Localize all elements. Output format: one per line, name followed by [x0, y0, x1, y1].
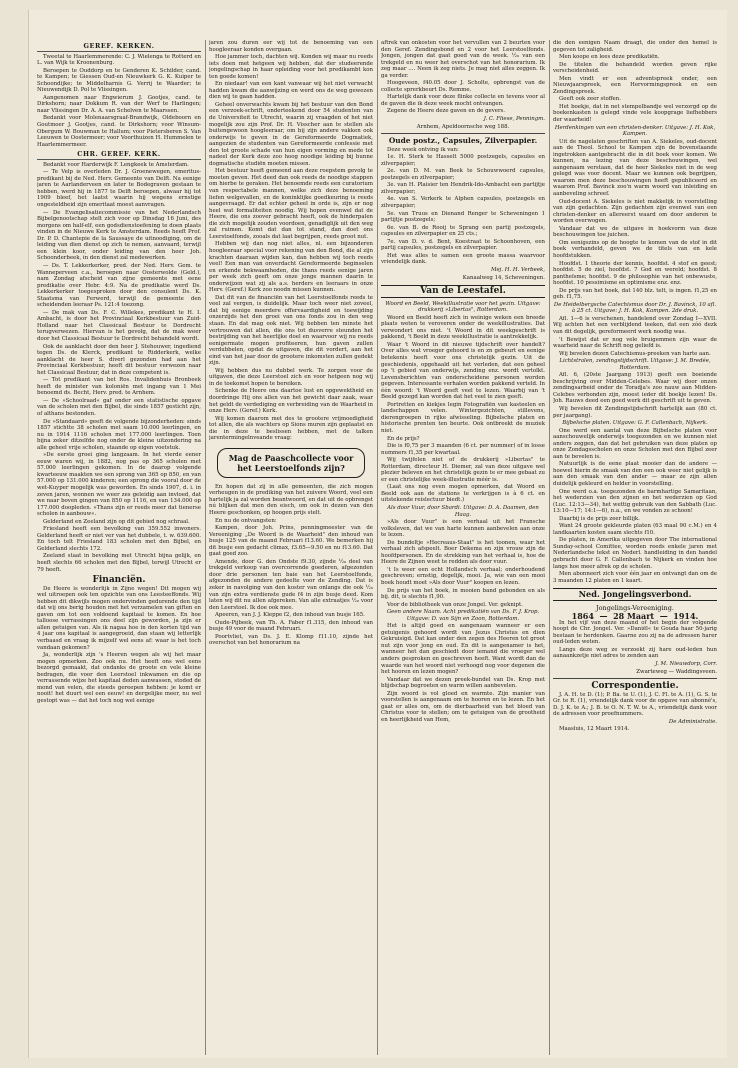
address: Arnhem, Apeldoornsche weg 188. [416, 123, 510, 130]
paragraph: Natuurlijk is de eene plaat mooier dan de andere — hoewel hierin de smaak van den een ook weer niet gelijk is aan den smaak van den ander — maar ze zijn allen duidelijk gekleurd en helder in voorstelling. [553, 461, 717, 487]
newspaper-page [28, 10, 727, 1058]
paragraph: De bundeltje »Hecreaus-Staat" is het toonen, waar het verhaal zich afspeelt. Boer Dekema en zijn vrouw zijn de hoofdpersonen. En de strekking van het verhaal is, hoe de Heere de Zijnen weet te redden als door vuur. [381, 539, 545, 566]
paragraph: Hoe jammer toch, dachten wij. Konden wij maar nu reeds iets doen met hetgeen wij hebben, dat der studeerende jongelingschap in haar opleiding voor het predikambt kon ten goede komen! [209, 54, 373, 80]
paragraph: 7e. van D. v. d. Bent, Koestraat te Schoonhoven, een partij capsules, postzegels en zilverpapier. [381, 238, 545, 252]
section-heading-chr-geref-kerk: CHR. GEREF. KERK. [37, 151, 201, 160]
easter-collection-callout: Mag de Paaschcollecte voor het Leerstoelfonds zijn? [217, 448, 365, 478]
anniversary-subtitle: Jongelings-Vereeniging. [596, 603, 674, 612]
paragraph: Men koope en lees deze predikatiën. [559, 54, 660, 61]
paragraph: Men vindt er een adventspreek onder, een Nieuwjaarspreek, een Hervormingspreek en een Zendingspreek. [553, 75, 717, 95]
book-title: Lichtstralen, zendingstijdschrift. Uitgave: J. M. Bredée, Rotterdam. [559, 358, 711, 371]
paragraph: Hartelijk dank voor deze flinke collecte en tevens voor al de gaven die ik deze week mocht ontvangen. [381, 94, 545, 107]
book-title: De Heidelbergsche Catechismus door Dr. J. Bavinck, 10 afl. à 25 ct. Uitgave: J. H. Kok, Kampen. 2de druk. [553, 301, 717, 315]
paragraph: Zijn woord is vol gloed en warmte. Zijn manier van voorstellen is aangenaam om te hooren en te lezen. En het gaat er alles om, om de dierbaarheid van het bloed van Christus voor te stellen; om te getuigen van de grootheid en heerlijkheid van Hem, [381, 690, 545, 723]
signature: Mej. H. H. Verbeek, [490, 266, 545, 273]
paragraph: — Ds. T. Lekkerkerker, pred. der Ned. Herv. Gem. te Wanneperveen c.a., beroepen naar Oosterwolde (Geld.), nam Zondag afscheid van zijne gemeente met eene predikatie over Hebr. 4:9. Na de predikatie werd Ds. Lekkerkerker toegesproken door den consulent Ds. K. Staatsma van Ferwerd, terwijl de gemeente den scheidenden leeraar Ps. 121:4 toezong. [37, 262, 201, 309]
paragraph: Hoogeveen, f40.05 door J. Scholte, opbrengst van de collecte sprerkbeurt Ds. Remme. [381, 80, 545, 93]
paragraph: Geeft ook zeer stoffen. [559, 96, 621, 103]
paragraph: Zegene de Heere deze gaven en de gevers. [387, 108, 506, 115]
paragraph: Het was alles te samen een groote massa waarvoor vriendelijk dank. [381, 252, 545, 266]
anniversary-day: 28 Maart [613, 610, 655, 621]
paragraph: Gelderland en Zeeland zijn op dit gebied nog schraal. [43, 518, 190, 525]
paragraph: 2e. van D. M. van Beek te Schouwwoerd capsules, postzegels en zilverpapier; [381, 168, 545, 181]
paragraph: jaren zou duren eer wij tot de benoeming van een hoogleeraar konden overgaan. [209, 40, 373, 53]
paragraph: Poortvliet, van Ds. J. E. Klomp f11.10, zijnde het overschot van het honorarium na [209, 633, 373, 647]
column-2 [209, 40, 373, 648]
paragraph: Vandaar dat we dezen preek-bundel van Ds. Krop met blijdschap begroeten en warm willen aanbevelen. [381, 676, 545, 690]
paragraph: Afl. 1—6 is verschenen, handelend over Zondag I—XVII. Wij achten het een verblijdend teeken, dat een zóó dezk van dit degelijk, gereformeerd werk noodig was. [553, 315, 717, 335]
paragraph: De prijs van het boek, dat 140 blz. telt, is ingen. f1,25 en geb. f1,75. [553, 287, 717, 301]
paragraph: — Tot predikant van het Ros. Invalidenhuis Bronbeek heeft de minister van koloniën met ingang van 1 Mei benoemd ds. Becht, Herv. pred. te Arnhem. [37, 377, 201, 397]
paragraph: Bedankt voor Harderwijk F. Lengkeek te Amsterdam. [43, 161, 189, 168]
section-heading-jongelingsverbond: Ned. Jongelingsverbond. [553, 588, 717, 601]
column-rule [377, 40, 378, 1055]
book-title: Als door Vuur, door Sbardi. Uitgave: D. A. Daamen, den Haag. [387, 505, 539, 518]
paragraph: Kampen, door Joh. Prins, penningmeester van de Vereeniging „De Woord is de Waarheid" den inhoud van busje 125 van de maand Februari f13.60. We bemerken hij dit busje een gedacht climax, f3.65—9.50 en nu f13.60. Dat gaat goed zoo. [209, 525, 373, 558]
section-heading-correspondentie: Correspondentie. [591, 681, 679, 692]
paragraph: Amende, door G. den Ondste f9.30, zijnde ½₀ deel van trekgeld verkoop van overcorrende goederen, afgezonden door drie personen ten baie van het Leerstoelfonds, afgezonden de andere gedeelte voor de Zending. Dat is zeker in navolging van den koster van onlangs die ook ½₀ van zijn extra verdienste gude f4 in zijn busje deed. Kom laten wij dit nu allen afgereken. Van alle extraatjes ½₀ voor den Leerstoel. Ik doe ook mee. [209, 558, 373, 611]
book-title: Herdenkingen van een christen-denker. Uitgave: J. H. Kok, Kampen. [554, 124, 716, 138]
signature: De Administratie. [668, 718, 717, 725]
paragraph: En niedaar! van een kant vanwaar wij het niet verwacht hadden kwam die aanwijzing en werd ons de weg gewezen dien wij te gaan hadden. [209, 81, 373, 101]
paragraph: Waar 't Woord in dit nieuwe tijdschrift over handelt? Over alles wat vroeger gehoord is en zn gebeurt en eenige betekenis heeft voor ons christelijk gezin. Uit de geschiedenis, opgehaald uit het verleden, dat een geheel op 't gebied van onderwijs, zending enz. wordt vertolkt. Levensberichten van onderscheidene personen worden gegeven. Interessante verhalen worden pakkend verteld. In één woord: 't Woord geeft veel te lezen. Waarbij van 't Beeld gezegd kan worden dat het veel te zien geeft. [381, 341, 545, 401]
paragraph: — De mak van Ds. F. C. Willekes, predikant te H. I. Ambacht, is door het Provinciaal Kerkbestuur van Zuid-Holland naar het Classicaal Bestuur te Dordrecht terugverwezen. Hiervan is het gevolg, dat de mak weer door het Classicaal Bestuur te Dordrecht behandeld wordt. [37, 309, 201, 342]
paragraph: Portretten en kiekjes legin Fotografiën van kasteelen en landschappen velen. Wintergezichten, stillevens, dierengroepen in rijke afwisseling. Bijbelsche platen en historische prenten ten beurte. Ook ontbreekt de muziek niet. [381, 401, 545, 434]
paragraph: 1e. H. Sterk te Hasselt 5000 postzegels, capsules en zilverpapier; [381, 154, 545, 167]
paragraph: In het vijf van deze maand of het begin der volgende hoopt de Chr. Jongel. Ver. »Daniël« te Gouda haar 50-jarig bestaan te herdenken. Gaarne zou zij na de adressen harer oud-leden weten. [553, 619, 717, 646]
signature: J. M. Nieuwdorp, Corr. [655, 661, 717, 668]
paragraph: Beroepen te Ouddorp en te Genderen K. Schilder, cand. te Kampen; te Giessen Oud-en Nieuwkerk G. K. Kuiper te Schoondijke; te Middelharnis G. Verrij te Waarder; te Nieuwendijk D. Pol te Vlissingen. [37, 67, 201, 94]
paragraph: Hebben wij dan nog niet alles, nl. een bijzonderen hoogleeraar special voor rekening van den Bond, die al zijn krachten daaraan wijden kan, dan hebben wij toch reeds veel! Een man van onverdacht Gereformeerde beginselen en erkende bekwaamheden, die thans reeds eenige jaren per week zich geeft om onze jonge mannen daarin te onderwijzen wat zij als a.s. herders en leeraars in onze Herv. (Geref.) Kerk zoo noodn missen kunnen. [209, 241, 373, 294]
signature: J. C. Fliese, Penningm. [483, 116, 545, 123]
paragraph: »De eerste groei ging langzaam. In het vierde eener eeuw waren wij, in 1882, nog pas op 365 scholen met 57.000 leerlingen gekomen. In de daarop volgende kwarteeuw maakten we een sprong van 365 op 850, en van 57.000 op 131.000 kinderen; een sprong die vooral door de wet-Kuyper mogelijk was geworden. En sinds 1907, d. i. in zeven jaren, wonnen we weer zes geleidig aan invloed, dat we naar boven gingen van 850 op 1116, en van 134.000 op 177.000 doopleden. »Thans zijn er reeds meer dat tienerse scholen in aanbouw«. [37, 452, 201, 518]
column-rule [549, 40, 550, 1055]
year-end: 1914. [673, 610, 699, 621]
paragraph: De prijs van het boek, in mooien band gebonden en als bij. dit, is slechts f1,90. [381, 587, 545, 601]
paragraph: »Als door Vuur" is een verhaal uit het Fransche volksleven, dat we van harte kunnen aanbevelen aan onze te lezen. [381, 519, 545, 539]
paragraph: Want 24 groote gekleurde platen (63 maal 90 c.M.) en 4 landkaarten kosten saam slechts f10. [553, 523, 717, 536]
column-1 [37, 40, 201, 706]
column-rule [205, 40, 206, 1055]
paragraph: — Te Velp is overleden Dr. J. Groenewegen, emeritus-predikant bij de Ned. Herv. Gemeente van Delft. Na eenige jaren te Aarlanderveen en later te Bodegraven gestaan te hebben, werd hij in 1877 te Delft beroepen, alwaar hij tot 1909 bleef, het laatst waarin hij wegens ernstige ongesteldheid zijn emeritaat moest aanvragen. [37, 169, 201, 209]
paragraph: Het is altijd goed en aangenaam wanneer er een getuigenis gehoord wordt van Jezus Christus en dien Gekruisigd. Dat kan onder den zegen des Heeren tot groot nut zijn voor jong en oud. En dit is aangenamer is het, wanneer het dan geschiedt door iemand die vroeger wel anders gesproken en geschreven heeft. Want wordt dan de waarde van het woord niet verhoogd nog voor degenen die het hooren en lezen mogen? [381, 623, 545, 676]
address: Kanaalweg 14, Scheveningen. [462, 274, 545, 281]
paragraph: Apeeren, van J. J. Kleppe f2, den inhoud van busje 165. [215, 612, 365, 619]
paragraph: Wij komen daarom met des te grootere vrijmoedigheid tot allen, die als wachters op Sions muren zijn geplaatst en die in deze te beslissen hebben, met de talken jarentermingelnveande vraag: [209, 415, 373, 442]
paragraph: aftrek van onkosten voor het vervullen van 2 beurten voor den Geref. Zendingsbond en 2 voor het Leerstoelfonds. Jongen, jongen dat gaat goed van de week. ½₀ van een trekgeld en nu weer het overschot van het honorarium. Ik zeg maar .... Neen ik zeg niets. Je mag niet alles zeggen. Ik ga verder. [381, 40, 545, 79]
paragraph: 6e. van B. de Rooij te Sprang een partij postzegels, capsules en zilverpapier en 25 cts.; [381, 224, 545, 238]
paragraph: Bedankt voor Molenaarsgraaf-Brandwijk, Oldeboorn en Goutmoer J. Gootjes, cand. te Dirkshorn; voor Winsum-Obergum W. Bouwman te Hallum; voor Pietersberen S. Van Leeuwen te Oostermeer; voor Voorthuizen H. Hummelen te Haarlemmermeer. [37, 115, 201, 148]
paragraph: Wij twijfelen niet of de drukkerij »Libertas" te Rotterdam, directeur H. Diemer, zal van deze uitgave wel plezier beleven en het christelijk gezin te er mee gebaat zu er een christelijke week-illustratie méér is. [381, 457, 545, 483]
address: Zwarteweg — Waddingsveen. [636, 668, 717, 675]
paragraph: Zeeland staat in bevolking met Utrecht bijna gelijk, en heeft slechts 66 scholen met den Bijbel, terwijl Utrecht er 79 heeft. [37, 553, 201, 573]
paragraph: Uit de nagelaten geschriften van A. Siekeles, oud-docent aan de Theol. School te Kampen zijn de bovenstaande ingetrokken aantgebracht die in dit boek voor komen. We kunnen, na lezing van deze beschouwingen, wel aangenaam verstaan, dat de heer Siekeles niet in de weg gelegd was voor docent. Maar we kunnen ook begrijpen, waarom men deze beschouwingen heeft gepubliceerd en waarom Prof. Bavinck zoo'n warm woord van inleiding en aanbeveling schreef. [553, 138, 717, 198]
paragraph: Wij hebben dus nu dubbel werk. Te zorgen voor de uitgaven, die deze Leerstoel zich en voor hetgeen nog wij in de toekomst hopen te bereiken. [209, 367, 373, 387]
paragraph: One werd een aantal van deze Bijbelsche platen voor aanschouwelijk onderwijs toegezonden en we kunnen niet anders zeggen, dan dat het gebruiken van deze platen op onze Zondagsscholen en onze Scholen met den Bijbel zeer aan te bevelen is. [553, 427, 717, 460]
paragraph: — De Evangelisatiecommissie van het Nederlandsch Bijbelgenootschap stelt zich voor op Dinsdag 16 Juni, des morgens om half-elf, een godsdienstoefening te doen plaats vinden in de Nieuwe Kerk te Amsterdam. Reeds heeft Prof. Dr. P. D. Chantepie de la Saussaye de uitnoodiging, om de leiding van dien dienst op zich te nemen, aanvaard, terwijl een klein koor, onder leiding van den heer Joh. Schoonderbeek, in den dienst zal medewerken. [37, 209, 201, 262]
book-title: Geen andere Naam. Acht predikatiën van Ds. F. J. Krop. Uitgave: D. van Sijn en Zoon, Rotterdam. [386, 609, 540, 622]
paragraph: Het boekje, dat in net stempelbandje wel verzorgd op de boekenkasten is gelegd vinde vele koopgrage liefhebbers der waarheid! [553, 103, 717, 124]
section-heading-geref-kerken: GEREF. KERKEN. [37, 43, 201, 52]
paragraph: 3e. van H. Plaisier ten Hendrik-Ido-Ambacht een partijtje zilverpapier; [381, 182, 545, 195]
paragraph: 4e. van S. Verkerk te Alphen capsules, postzegels en zilverpapier; [381, 196, 545, 210]
dateline: Maasluis, 12 Maart 1914. [559, 726, 630, 733]
paragraph: Voor de bibliotheek van onze Jongel. Ver. geknipt. [387, 601, 523, 608]
section-heading-leestafel: Van de Leestafel. [381, 285, 545, 298]
paragraph: Schenke de Heere ons daartoe lust en opgewektheid en doordringe Hij ons allen van het gewicht daar zaak, waar het geldt de verdediging en verbreiding van de Waarheid in onze Herv. (Geref.) Kerk. [209, 388, 373, 415]
paragraph: Ja, wonderlijk zijn 's Heeren wegen als wij het maar mogen opmerken. Zoo ook nu. Het heeft ons wel eens bezorgd gemaakt, dat ondanks de groote en vele kleine bedragen, die voor den Leerstoel inkwamen en die op verrassende wijze het kapitaal deden aanwassen, stoded de mond van velen, die steeds gereepen hebben: je komt er nooit! het duurt wel een eeuw! en dergelijke meer, nu wel gestopt was — dat het toch nog wel eenige [37, 652, 201, 704]
paragraph: die den eenigen Naam draagt, die onder den hemel is gegeven tot zaligheid. [553, 40, 717, 53]
paragraph: Om eenigszins op de hoogte te komen van de stof in dit boek verhandeld, geven we de titels van en kele hoofdstukken. [553, 239, 717, 259]
paragraph: Oud-docent A. Siekeles is niet makkelijk in voorstelling van zijn gedachten. Zijn gedachten zijn evenwel van een christen-denker en allereerst waard om door anderen te worden overwogen. [553, 198, 717, 225]
paragraph: Geheel onverwachts kwam bij het bestuur van den Bond een verzoek-schrift, onderteekend door 54 studenten van de Universiteit te Utrecht, waarin zij vraagden of het niet mogelijk zou zijn Prof. Dr. H. Visscher aan te stellen als buitengewoon hoogleeraar, om bij zijn andere vakken ook onderwijs te geven in de Gereformeerde Dogmatiek, aangezien de studenten van Gereformeerde confessie met den tot groote schade van hun eigen vorming en mede tot nadeel der Kerk deze zoo hoog noodige leiding bij bunne dogmatische studiën moeten missen. [209, 101, 373, 167]
anniversary-dates: 1864 — 28 Maart — 1914. [571, 610, 699, 621]
divider [553, 678, 717, 679]
paragraph: En hopen dat zij in alle gemeenten, die zich mogen verheugen in de prediking van het zuivere Woord, veel een hartelijk ja zal worden beantwoord, en dat uit de opbrengst nú blijken dat men den eisch, om ook in dezen van den Heere geschonken, op hoogen prijs stelt. [209, 483, 373, 516]
paragraph: Aangenomen naar Engwierum J. Gootjes, cand. te Dirkshorn; naar Dokkum R. van der Werf te Harlingen; naar Vlissingen Dr. A. A. van Schelven te Maarssen. [37, 94, 201, 114]
book-title: Bijbelsche platen. Uitgave: G. F. Callenbach, Nijkerk. [562, 420, 708, 427]
column-4 [553, 40, 717, 734]
paragraph: Daarbij is de prijs zeer billijk. [559, 515, 640, 522]
paragraph: 't Is weer een echt Hollandsch verhaal; onderhoudend geschreven; ernstig, degelijk, mooi. Ja, wie van een mooi boek houdt moet »Als door Vuur" koopen en lezen. [381, 566, 545, 587]
section-heading-financien: Financiën. [92, 575, 146, 586]
paragraph: De titelen die behandeld worden geven rijke verscheidenheid. [553, 61, 717, 75]
paragraph: Friesland heeft een bevolking van 359.552 inwoners. Gelderland heeft er niet ver van het dubbele, t. w. 639.600. En toch telt Friesland 183 scholen met den Bijbel, en Gelderland slechts 172. [37, 526, 201, 552]
paragraph: Wij bevelen dezen Catechismus-preeken van harte aan. [559, 350, 711, 357]
book-title: Woord en Beeld, Weekillustratie voor het gezin. Uitgave: drukkerij »Libertas", Rotterdam. [385, 300, 541, 314]
paragraph: Langs deze weg ze verzoekt zij hare oud-leden hun aanaankzetje niet adres te zenden aan [553, 646, 717, 660]
paragraph: Die is f0,75 per 3 maanden (6 ct. per nummer) of in losse nummers f1,35 per kwartaal. [381, 443, 545, 456]
paragraph: (Laat ons nog even mogen opmerken, dat Woord en Beeld ook aan de stations te verkrijgen is à 6 ct. en uitstekende reislectuur biedt.) [381, 484, 545, 504]
divider [381, 133, 545, 134]
paragraph: Hoofdst. 1 theorie der kennis, hoofdst. 4 stof en geest; hoofdst. 5 de ziel, hoofdst. 7 God en wereld; hoofdst. 8 pantheïsme; hoofdst. 9 de philosophie van het onbewuste, hoofdst. 10 pessimisme en optimisme enz. enz. [553, 260, 717, 287]
paragraph: De Heere is wonderlijk in Zijne wegen! Dit mogen wij wel uitroepen ook ten opzichte van ons Leesteeffonds. Wij hebben dit dikwijls mogen ondervinden gedurende den tijd dat wij ons berig houden met het verzamelen van giften en gaven om tot een voldoend kapitaal te komen. En hoe talloose verrassingen ons deel zijn geworden, ja zijn er allen getuigen van. Als ik nagaa hoe in den korten tijd van 4 jaar ons kapitaal is aangegroeid, dan staan wij letterlijk verbaasd en vraag ik mijzelf wel eens af: waar is het toch vandaan gekomen? [37, 585, 201, 651]
paragraph: Vandaar dat we de uitgave in hoekvorm van deze beschouwingen toe juichen. [553, 225, 717, 239]
paragraph: Deze week ontving ik van: [387, 146, 459, 153]
paragraph: De platen, in Amerika uitgegeven door The international Sunday-school Comittee, worden reeds enkele jaren met Nederlandsche tekst en Nederl. handleiding in den handel gebracht door G. F. Callenbach te Nijkerk en vinden hoe langs hoe meer afrek op de scholen. [553, 537, 717, 570]
paragraph: En de prijs? [387, 435, 420, 442]
paragraph: Oude-Pijbeek, van Th. A. Faber f1.315, den inhoud van busje 49 voor de maand Februari. [209, 619, 373, 633]
paragraph: Afl. 6, (20ste Jaargang 1913) geeft een boeiende beschrijving over Midden-Celebes. Waar wij door onzen zendingsarbeid onder de Toradja's zoo nauw aan Midden-Celebes verbonden zijn, moest ieder dit boekje lezen! Ds. Joh. Rauws deed een goed werk dit geschrift uit te geven. [553, 372, 717, 405]
paragraph: Dat dit van de financiën van het Leerstoelfonds reeds te veel zal vergen, is duidelijk. Maar toch weer niet zoveel, dat bij eenige meerdere offervaardigheid en toewijding onzerzijds het den groei van ons fonds zou in den weg staan. En dat mag ook niet. Wij hebben ten minste het vertrouwen dat allen, die ons tot dusverre steunden het bestrijding van het heerlijke doel en waarvoor wij nu reeds eenigermate mogen profiteeren, hun gaven zullen verdubbelen, opdat de uitgaven, die dit vordert, aan het eind van het jaar door de grootere inkomsten zullen gedekt zijn. [209, 294, 373, 367]
paragraph: J. A. H. te D. (1); P. Ba. te U. (1), J. C. Fl. te A. (1), G. S. te Gr. te R. (1), vriendelijk dank voor de opgave van abonné's, D. J. K. te A.; J. B. te O. N. T. W. te A., vriendelijk dank voor de adressen voor proefnummers. [553, 691, 717, 718]
year-start: 1864 [571, 610, 594, 621]
paragraph: Men abonneert zich voor één jaar en ontvangt dan om de 3 maanden 12 platen en 1 kaart. [553, 571, 717, 584]
paragraph: Tweetal te Haarlemmerende: C. J. Wielenga te Rotterd en L. van Wijk te Kroonenburg. [37, 53, 201, 67]
paragraph: En nu de ontvangsten: [215, 517, 277, 524]
paragraph: De »Standaard« geeft de volgende bijzonderheden: sinds 1857 stichtte 38 scholen met saam 10.000 leerlingen, en nu in 1914 1116 scholen met 177.000 leerlingen. Toen bijna zeker ditzelfde nog onder de kleine uitzondering na alle geheel vrije scholen, staande op eigen voetstuk. [37, 418, 201, 451]
paragraph: Ook de aanklacht door den heer J. Stehouwer, ingediend tegen Ds. de Klerck, predikant te Ridderkerk, welke aanklacht de heer S. diverl gezonden had aan het Provinciaal Kerkbestuur, heeft dit bestuur verwezen naar het Classicaal Bestuur, dat in deze competent is. [37, 343, 201, 376]
paragraph: One werd o.a. toegezonden de barmhartige Samaritaan, het wederzien van den zijnen en het wederzien op God (Luc. 12:13—34), het wettig gebruik van den Sabbath (Luc. 13:10—17; 14:1—6), n.a., en we vonden ze schoon! [553, 488, 717, 515]
paragraph: 't Bewijst dat er nog vele bruigemmen zijn waar de waarheid naar de Schrift nog geliefd is. [553, 336, 717, 350]
paragraph: 5e. van Truus en Dienand Renger te Scheveningen 1 partijtje postzegels; [381, 210, 545, 224]
paragraph: Het bestuur heeft gemeend aan deze roepstem gevolg te moeten geven. Het deed dan ook reeds de noodige stappen om hierbe te geraken. Het benoemde reeds een curatorium van respectabele mannen, welke zich deze benoeming liefen welgevallen, en de koninklijke goedkeuring is reeds aangevraagd. Er dat echter geheel in orde is, zijn er nog heel wat formaliteiten noodig. Wij hopen evenwel dat de Heere, die ons zoover gebracht heeft, ook de hinderpalen die zich mogelijk zouden voordoen, genadiglijk uit den weg zal ruimen. Komt dat dan tot stand, dan doet ons Leerstoelfonds, zooals dat laat begrijpen, reeds groot nut. [209, 168, 373, 240]
paragraph: Woord en Beeld heeft zich in weinige weken een breede plaats weten te veroveren onder de weekillustraties. Dat verwondert ons niet. 't Woord in dit weekgeschrift is pakkend, 't Beeld in deze weekillustratie is aantrekkelijk. [381, 314, 545, 341]
paragraph: — De »Schoolraad« gaf onder een statistische opgave van de scholen met den Bijbel, die sinds 1857 gesticht zijn, of althans bestonden. [37, 397, 201, 417]
paragraph: Wij bevelen dit Zendingstijdschrift hartelijk aan (80 ct. per jaargang). [553, 405, 717, 419]
column-3 [381, 40, 545, 725]
section-heading-postzegels: Oude postz., Capsules, Zilverpapier. [388, 136, 538, 146]
